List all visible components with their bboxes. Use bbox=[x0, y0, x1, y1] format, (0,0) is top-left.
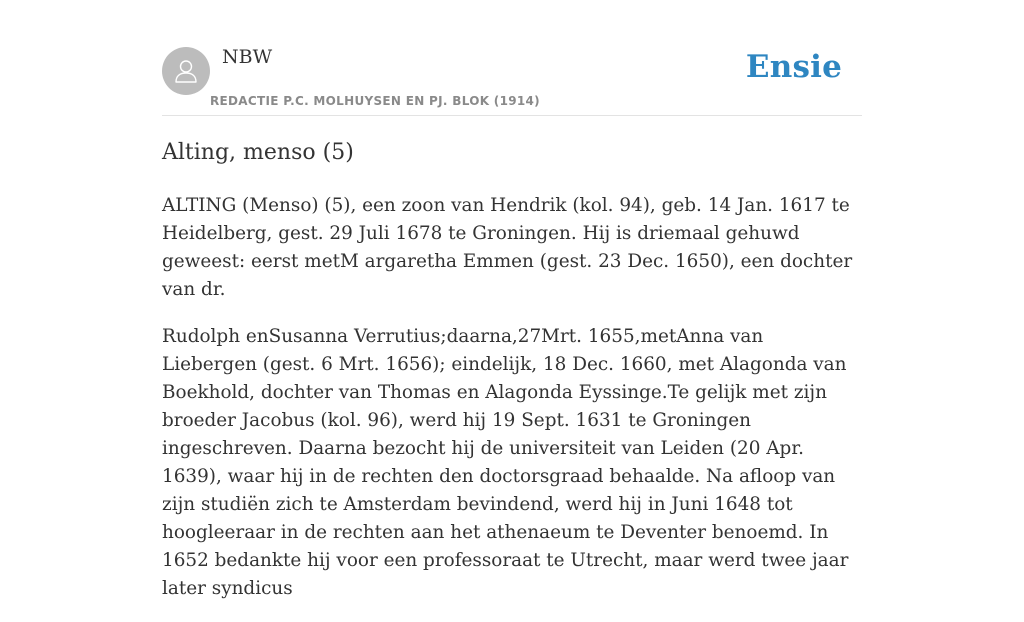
article-paragraph: Rudolph enSusanna Verrutius;daarna,27Mrt. 1655,metAnna van Liebergen (gest. 6 Mrt. 1656); eindelijk, 18 Dec. 1660, met Alagonda van Boekhold, dochter van Thomas en Alagonda Eyssinge.Te gelijk met zijn broeder Jacobus (kol. 96), werd hij 19 Sept. 1631 te Groningen ingeschreven. Daarna bezocht hij de universiteit van Leiden (20 Apr. 1639), waar hij in de rechten den doctorsgraad behaalde. Na afloop van zijn studiën zich te Amsterdam bevindend, werd hij in Juni 1648 tot hoogleeraar in de rechten aan het athenaeum te Deventer benoemd. In 1652 bedankte hij voor een professoraat te Utrecht, maar werd twee jaar later syndicus bbox=[162, 326, 849, 599]
article-body bbox=[162, 192, 862, 622]
source-editors: REDACTIE P.C. MOLHUYSEN EN PJ. BLOK (1914) bbox=[210, 94, 540, 108]
article-page bbox=[162, 0, 862, 599]
ensie-logo[interactable]: Ensie bbox=[745, 49, 842, 85]
user-icon bbox=[171, 56, 201, 86]
article-paragraph: ALTING (Menso) (5), een zoon van Hendrik (kol. 94), geb. 14 Jan. 1617 te Heidelberg, gest. 29 Juli 1678 te Groningen. Hij is driemaal gehuwd geweest: eerst metM argaretha Emmen (gest. 23 Dec. 1650), een dochter van dr. bbox=[162, 195, 853, 300]
source-name[interactable]: NBW bbox=[222, 46, 273, 68]
source-avatar[interactable] bbox=[162, 47, 210, 95]
article-title: Alting, menso (5) bbox=[162, 140, 354, 165]
source-header bbox=[162, 0, 862, 116]
